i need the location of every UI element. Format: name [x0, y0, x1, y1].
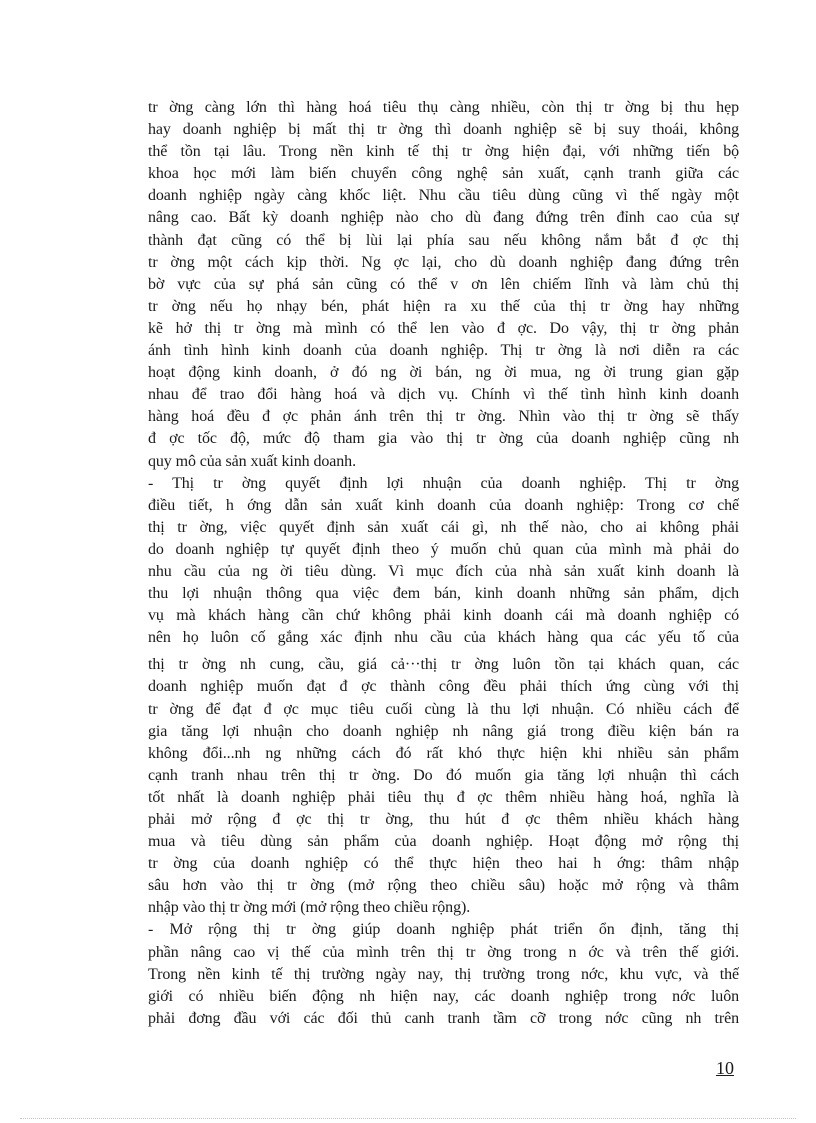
text-line: Trong nền kinh tế thị trường ngày nay, thị trường trong nớc, khu vực, và thế	[148, 965, 739, 983]
text-line: quy mô của sản xuất kinh doanh.	[148, 452, 356, 470]
text-line: điều tiết, h ớng dẫn sản xuất kinh doanh của doanh nghiệp: Trong cơ chế	[148, 496, 739, 514]
text-line: phải đơng đầu với các đối thủ canh tranh tầm cỡ trong nớc cũng nh trên	[148, 1009, 739, 1027]
text-line: kẽ hở thị tr ờng mà mình có thể len vào đ ợc. Do vậy, thị tr ờng phản	[148, 319, 739, 337]
text-line: nhu cầu của ng ời tiêu dùng. Vì mục đích của nhà sản xuất kinh doanh là	[148, 562, 739, 580]
text-line: vụ mà khách hàng cần chứ không phải kinh doanh cái mà doanh nghiệp có	[148, 607, 739, 625]
text-line: đ ợc tốc độ, mức độ tham gia vào thị tr ờng của doanh nghiệp cũng nh	[148, 430, 739, 448]
text-line: hay doanh nghiệp bị mất thị tr ờng thì doanh nghiệp sẽ bị suy thoái, không	[148, 121, 739, 139]
text-line: hàng hoá đều đ ợc phản ánh trên thị tr ờng. Nhìn vào thị tr ờng sẽ thấy	[148, 408, 739, 426]
text-line: thể tồn tại lâu. Trong nền kinh tế thị tr ờng hiện đại, với những tiến bộ	[148, 143, 739, 161]
text-line: gia tăng lợi nhuận cho doanh nghiệp nh nâng giá trong điều kiện bán ra	[148, 722, 739, 740]
text-line: khoa học mới làm biến chuyển công nghệ sản xuất, cạnh tranh giữa các	[148, 165, 739, 183]
text-line: phải mở rộng đ ợc thị tr ờng, thu hút đ ợc thêm nhiều khách hàng	[148, 811, 739, 828]
text-line: hoạt động kinh doanh, ở đó ng ời bán, ng ời mua, ng ời trung gian gặp	[148, 364, 739, 382]
body-text	[148, 97, 739, 1030]
text-line: cạnh tranh nhau trên thị tr ờng. Do đó muốn gia tăng lợi nhuận thì cách	[148, 766, 739, 784]
text-line: tr ờng của doanh nghiệp có thể thực hiện theo hai h ớng: thâm nhập	[148, 855, 739, 873]
text-line: mua và tiêu dùng sản phẩm của doanh nghiệp. Hoạt động mở rộng thị	[148, 833, 739, 851]
text-line: thị tr ờng, việc quyết định sản xuất cái gì, nh thế nào, cho ai không phải	[148, 518, 739, 536]
text-line: tốt nhất là doanh nghiệp phải tiêu thụ đ ợc thêm nhiều hàng hoá, nghĩa là	[148, 788, 739, 806]
text-line: - Thị tr ờng quyết định lợi nhuận của doanh nghiệp. Thị tr ờng	[148, 474, 739, 492]
text-line: phần nâng cao vị thế của mình trên thị tr ờng trong n ớc và trên thế giới.	[148, 943, 739, 961]
text-line: tr ờng nếu họ nhạy bén, phát hiện ra xu thế của thị tr ờng hay những	[148, 297, 739, 315]
text-line: thu lợi nhuận thông qua việc đem bán, kinh doanh những sản phẩm, dịch	[148, 585, 739, 603]
text-line: - Mở rộng thị tr ờng giúp doanh nghiệp phát triển ổn định, tăng thị	[148, 921, 739, 939]
text-line: do doanh nghiệp tự quyết định theo ý muốn chủ quan của mình mà phải do	[148, 540, 739, 558]
text-line: doanh nghiệp ngày càng khốc liệt. Nhu cầu tiêu dùng cũng vì thế ngày một	[148, 187, 739, 205]
text-line: nên họ luôn cố gắng xác định nhu cầu của khách hàng qua các yếu tố của	[148, 629, 739, 647]
text-line: tr ờng để đạt đ ợc mục tiêu cuối cùng là thu lợi nhuận. Có nhiều cách để	[148, 700, 739, 718]
text-line: thành đạt cũng có thể bị lùi lại phía sau nếu không nắm bắt đ ợc thị	[148, 231, 739, 249]
text-line: tr ờng một cách kịp thời. Ng ợc lại, cho dù doanh nghiệp đang đứng trên	[148, 253, 739, 271]
text-line: ánh tình hình kinh doanh của doanh nghiệp. Thị tr ờng là nơi diễn ra các	[148, 342, 739, 360]
text-line: sâu hơn vào thị tr ờng (mở rộng theo chiều sâu) hoặc mở rộng và thâm	[148, 877, 739, 895]
text-line: nhập vào thị tr ờng mới (mở rộng theo chiều rộng).	[148, 899, 471, 917]
text-line: nhau để trao đổi hàng hoá và dịch vụ. Chính vì thế tình hình kinh doanh	[148, 386, 739, 404]
text-line: doanh nghiệp muốn đạt đ ợc thành công đều phải thích ứng cùng với thị	[148, 678, 739, 696]
text-line: giới có nhiều biến động nh hiện nay, các doanh nghiệp trong nớc luôn	[148, 987, 739, 1005]
text-line: bờ vực của sự phá sản cũng có thể v ơn lên chiếm lĩnh và làm chủ thị	[148, 275, 739, 293]
text-line: thị tr ờng nh cung, cầu, giá cả···thị tr ờng luôn tồn tại khách quan, các	[148, 656, 739, 674]
page-number: 10	[716, 1058, 734, 1078]
text-line: không đổi...nh ng những cách đó rất khó thực hiện khi nhiều sản phẩm	[148, 744, 739, 762]
text-line: nâng cao. Bất kỳ doanh nghiệp nào cho dù đang đứng trên đỉnh cao của sự	[148, 209, 739, 227]
text-line: tr ờng càng lớn thì hàng hoá tiêu thụ càng nhiều, còn thị tr ờng bị thu hẹp	[148, 99, 739, 116]
footer-divider	[20, 1118, 796, 1119]
